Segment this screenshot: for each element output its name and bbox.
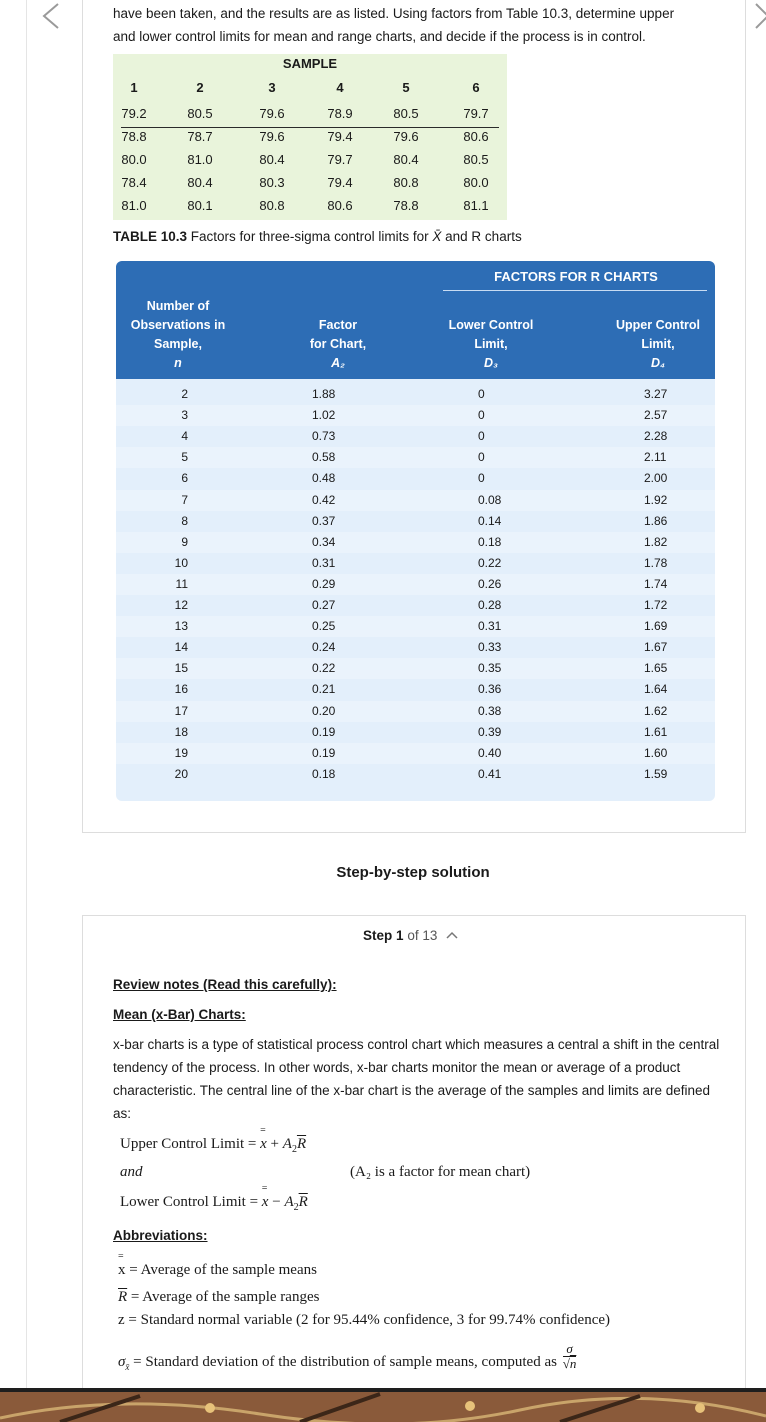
a2-cell: 0.58 xyxy=(312,450,336,465)
a2-cell: 0.22 xyxy=(312,661,336,676)
d4-cell: 1.74 xyxy=(644,576,668,591)
d4-cell: 1.65 xyxy=(644,661,668,676)
sample-cell: 80.0 xyxy=(121,152,147,167)
d4-cell: 2.00 xyxy=(644,471,668,486)
step-indicator[interactable] xyxy=(363,928,459,943)
col-n-line: Sample, xyxy=(154,337,202,351)
col-a2-line: for Chart, xyxy=(309,337,367,351)
sample-cell: 79.4 xyxy=(327,175,353,190)
a2-cell: 0.34 xyxy=(312,534,336,549)
lcl-label: Lower Control Limit xyxy=(120,1194,246,1210)
group-header: FACTORS FOR R CHARTS xyxy=(494,269,658,284)
col-d3-line: Limit, xyxy=(474,337,508,351)
d3-cell: 0.31 xyxy=(478,619,502,634)
abbr-rbar-text: = Average of the sample ranges xyxy=(130,1289,320,1305)
d3-cell: 0.41 xyxy=(478,766,502,781)
sample-cell: 79.4 xyxy=(327,129,353,144)
chevron-up-icon[interactable] xyxy=(445,930,459,940)
step-total: of 13 xyxy=(407,928,438,943)
d3-cell: 0 xyxy=(478,387,485,401)
sample-size-cell: 9 xyxy=(181,534,188,549)
d4-cell: 1.60 xyxy=(644,745,668,760)
d4-cell: 1.67 xyxy=(644,640,668,655)
col-d3-line: D₃ xyxy=(484,356,498,370)
sample-cell: 80.5 xyxy=(187,106,213,121)
d3-cell: 0.22 xyxy=(478,555,502,570)
d4-cell: 1.78 xyxy=(644,555,668,570)
sample-column-header: 2 xyxy=(196,80,204,95)
caption-text: Factors for three-sigma control limits for xyxy=(190,229,429,244)
sample-cell: 79.2 xyxy=(121,106,147,121)
sample-cell: 79.7 xyxy=(327,152,353,167)
problem-line-2: and lower control limits for mean and range charts, and decide if the process is in control. xyxy=(113,29,646,44)
header-divider xyxy=(121,127,499,128)
d4-cell: 1.61 xyxy=(644,724,668,739)
d4-cell: 1.59 xyxy=(644,766,668,781)
col-d3-line: Lower Control xyxy=(448,318,534,332)
sample-cell: 80.5 xyxy=(393,106,419,121)
col-n-line: Observations in xyxy=(130,318,226,332)
d3-cell: 0 xyxy=(478,429,485,444)
table-row xyxy=(116,405,715,426)
table-row xyxy=(116,384,715,405)
sample-cell: 79.6 xyxy=(393,129,419,144)
d4-cell: 2.28 xyxy=(644,429,668,444)
abbr-z: z = Standard normal variable (2 for 95.44% confidence, 3 for 99.74% confidence) xyxy=(118,1312,611,1328)
col-n-line: Number of xyxy=(146,299,210,313)
a2-cell: 0.25 xyxy=(312,619,336,634)
table-row xyxy=(116,468,715,489)
sample-column-header: 1 xyxy=(130,80,138,95)
sample-cell: 80.8 xyxy=(259,198,285,213)
sample-size-cell: 14 xyxy=(174,640,188,655)
a2-cell: 0.29 xyxy=(312,576,336,591)
sample-size-cell: 18 xyxy=(174,724,188,739)
a2-cell: 0.27 xyxy=(312,598,336,612)
d3-cell: 0 xyxy=(478,408,485,423)
sample-cell: 79.7 xyxy=(463,106,489,121)
col-d3-header xyxy=(432,316,550,373)
and-label: and xyxy=(120,1164,143,1180)
lcl-formula: Lower Control Limit = x = − $A_2\overline{R}$ xyxy=(120,1183,308,1213)
d3-cell: 0.33 xyxy=(478,640,502,655)
factors-table-header xyxy=(116,261,715,379)
table-row xyxy=(116,679,715,700)
table-row xyxy=(116,637,715,658)
d3-cell: 0 xyxy=(478,450,485,465)
d3-cell: 0.40 xyxy=(478,745,502,760)
sample-cell: 78.9 xyxy=(327,106,353,121)
d3-cell: 0.39 xyxy=(478,724,502,739)
d3-cell: 0.36 xyxy=(478,682,502,697)
a2-cell: 0.18 xyxy=(312,766,336,781)
sample-cell: 80.6 xyxy=(463,129,489,144)
solution-heading: Step-by-step solution xyxy=(336,864,490,881)
abbr-xbarbar: x = = Average of the sample means xyxy=(118,1251,317,1278)
d3-cell: 0.08 xyxy=(478,492,502,507)
table-row xyxy=(116,764,715,785)
sample-cell: 80.8 xyxy=(393,175,419,190)
a2-cell: 1.02 xyxy=(312,408,336,423)
sample-size-cell: 3 xyxy=(181,408,188,423)
sample-cell: 79.6 xyxy=(259,129,285,144)
sample-size-cell: 2 xyxy=(181,387,188,401)
a2-cell: 0.37 xyxy=(312,513,336,528)
previous-arrow-icon[interactable] xyxy=(38,0,66,34)
a2-cell: 0.24 xyxy=(312,640,336,655)
factors-table xyxy=(116,261,715,801)
sample-size-cell: 6 xyxy=(181,471,188,486)
sample-size-cell: 13 xyxy=(174,619,188,634)
sigma-over-root-n: $\frac{\sigma}{√n}$ xyxy=(562,1341,577,1371)
a2-cell: 0.31 xyxy=(312,555,336,570)
sample-title: SAMPLE xyxy=(282,56,338,71)
mean-chart-heading: Mean (x-Bar) Charts: xyxy=(113,1007,246,1022)
a2-cell: 0.42 xyxy=(312,492,336,507)
sample-cell: 81.0 xyxy=(187,152,213,167)
table-row xyxy=(116,743,715,764)
sample-cell: 80.6 xyxy=(327,198,353,213)
d4-cell: 2.11 xyxy=(644,450,667,465)
sample-size-cell: 20 xyxy=(174,766,188,781)
col-a2-line: A₂ xyxy=(331,356,345,370)
sample-cell: 78.4 xyxy=(121,175,147,190)
sample-column-header: 3 xyxy=(268,80,276,95)
table-row xyxy=(116,658,715,679)
table-caption xyxy=(113,229,522,244)
sample-size-cell: 12 xyxy=(174,598,188,612)
d3-cell: 0 xyxy=(478,471,485,486)
sample-cell: 80.4 xyxy=(393,152,419,167)
a2-cell: 0.73 xyxy=(312,429,336,444)
table-row xyxy=(116,447,715,468)
sample-cell: 80.5 xyxy=(463,152,489,167)
d3-cell: 0.26 xyxy=(478,576,502,591)
ucl-formula: Upper Control Limit = x = + $A_2\overline{R}$ xyxy=(120,1125,307,1155)
table-row xyxy=(116,532,715,553)
sample-size-cell: 8 xyxy=(181,513,188,528)
sample-cell: 80.4 xyxy=(187,175,213,190)
table-row xyxy=(116,701,715,722)
table-row xyxy=(116,595,715,616)
d3-cell: 0.14 xyxy=(478,513,502,528)
caption-tail: and R charts xyxy=(445,229,522,244)
table-row xyxy=(116,490,715,511)
col-n-header xyxy=(120,297,236,373)
sample-column-header: 6 xyxy=(472,80,480,95)
sample-cell: 80.4 xyxy=(259,152,285,167)
d3-cell: 0.38 xyxy=(478,703,502,718)
d3-cell: 0.18 xyxy=(478,534,502,549)
col-d4-header xyxy=(602,316,714,373)
problem-text xyxy=(113,2,713,48)
sample-size-cell: 10 xyxy=(174,555,188,570)
next-arrow-icon[interactable] xyxy=(752,0,766,34)
sample-column-header: 4 xyxy=(336,80,344,95)
sample-cell: 79.6 xyxy=(259,106,285,121)
col-a2-line: Factor xyxy=(318,318,358,332)
sample-cell: 80.3 xyxy=(259,175,285,190)
a2-cell: 1.88 xyxy=(312,387,336,401)
mean-chart-paragraph: x-bar charts is a type of statistical process control chart which measures a central a shift in the central tendency of the process. In other words, x-bar charts monitor the mean or average of a product characteristic. The central line of the x-bar chart is the average of the samples and limits are defined as: xyxy=(113,1037,720,1121)
sample-size-cell: 16 xyxy=(174,682,188,697)
problem-line-1: have been taken, and the results are as listed. Using factors from Table 10.3, determine upper xyxy=(113,6,675,21)
table-row xyxy=(116,722,715,743)
table-row xyxy=(116,511,715,532)
decorative-pattern xyxy=(0,1388,766,1422)
a2-cell: 0.19 xyxy=(312,745,336,760)
group-divider xyxy=(443,290,707,291)
review-notes-heading: Review notes (Read this carefully): xyxy=(113,977,337,992)
d4-cell: 3.27 xyxy=(644,387,668,401)
a2-note: (A₂ is a factor for mean chart) xyxy=(350,1164,531,1180)
sample-cell: 78.8 xyxy=(121,129,147,144)
sample-cell: 81.0 xyxy=(121,198,147,213)
table-row xyxy=(116,553,715,574)
d4-cell: 1.69 xyxy=(644,619,668,634)
table-row xyxy=(116,616,715,637)
sample-cell: 78.7 xyxy=(187,129,213,144)
a2-cell: 0.48 xyxy=(312,471,336,486)
step-label: Step xyxy=(363,928,393,943)
sample-cell: 80.1 xyxy=(187,198,213,213)
d4-cell: 2.57 xyxy=(644,408,668,423)
sample-cell: 78.8 xyxy=(393,198,419,213)
abbr-rbar: $\overline{R}$ = Average of the sample ranges xyxy=(118,1289,320,1305)
d4-cell: 1.92 xyxy=(644,492,668,507)
caption-symbol: X̄ xyxy=(432,229,442,244)
col-d4-line: Limit, xyxy=(641,337,675,351)
sample-size-cell: 17 xyxy=(174,703,188,718)
sample-size-cell: 19 xyxy=(174,745,188,760)
caption-label: TABLE 10.3 xyxy=(113,229,188,244)
col-d4-line: Upper Control xyxy=(615,318,701,332)
sample-size-cell: 5 xyxy=(181,450,188,465)
col-d4-line: D₄ xyxy=(650,356,666,370)
d4-cell: 1.62 xyxy=(644,703,668,718)
d3-cell: 0.35 xyxy=(478,661,502,676)
step-number: 1 xyxy=(396,928,404,943)
a2-cell: 0.20 xyxy=(312,703,336,718)
col-a2-header xyxy=(288,316,388,373)
sample-column-header: 5 xyxy=(402,80,410,95)
d4-cell: 1.72 xyxy=(644,598,668,612)
a2-cell: 0.21 xyxy=(312,682,336,697)
background-image-strip xyxy=(0,1388,766,1422)
sample-size-cell: 4 xyxy=(181,429,188,444)
sample-size-cell: 7 xyxy=(181,492,188,507)
d4-cell: 1.64 xyxy=(644,682,668,697)
d4-cell: 1.86 xyxy=(644,513,668,528)
sample-cell: 80.0 xyxy=(463,175,489,190)
col-n-line: n xyxy=(174,356,182,370)
content-divider xyxy=(26,0,27,1390)
d4-cell: 1.82 xyxy=(644,534,668,549)
sample-size-cell: 11 xyxy=(175,576,188,591)
sample-cell: 81.1 xyxy=(463,198,489,213)
a2-cell: 0.19 xyxy=(312,724,336,739)
d3-cell: 0.28 xyxy=(478,598,502,612)
sample-size-cell: 15 xyxy=(174,661,188,676)
abbr-xbarbar-text: = Average of the sample means xyxy=(129,1262,317,1278)
abbreviations-heading: Abbreviations: xyxy=(113,1228,208,1243)
abbr-sigma: $\sigma_{x̄}$ = Standard deviation of the distribution of sample means, computed as $\frac{\sigma}{√n}$ xyxy=(118,1341,577,1372)
ucl-label: Upper Control Limit xyxy=(120,1136,245,1152)
abbr-sigma-text: = Standard deviation of the distribution of sample means, computed as xyxy=(133,1353,557,1370)
table-row xyxy=(116,426,715,447)
sample-data-table xyxy=(113,54,507,220)
table-row xyxy=(116,574,715,595)
